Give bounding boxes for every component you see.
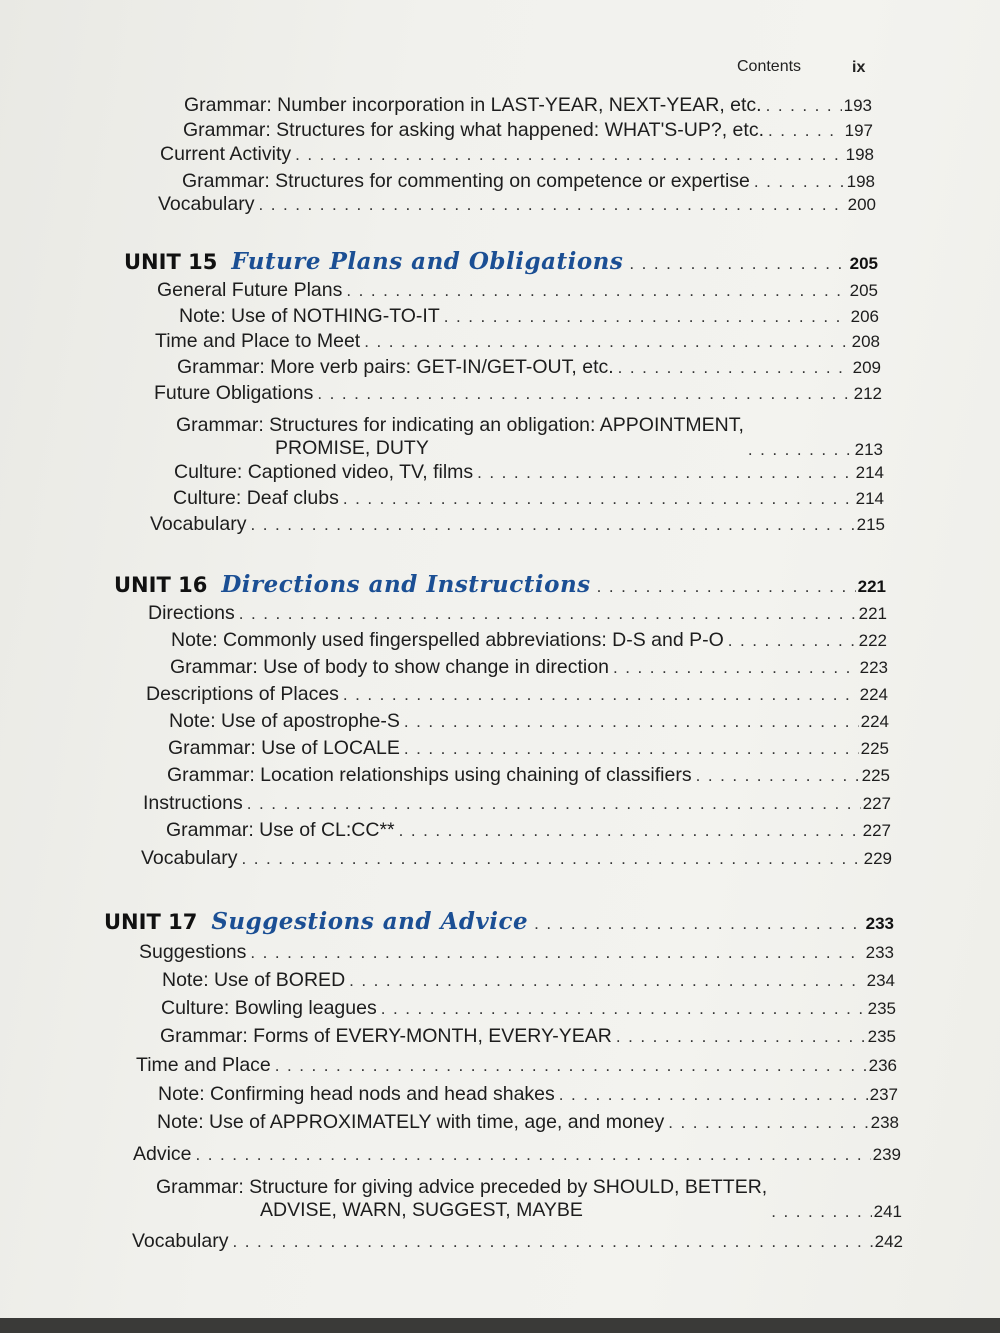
unit-title: Suggestions and Advice <box>211 908 529 935</box>
toc-entry: General Future Plans . . . 205 <box>157 279 878 303</box>
toc-page-number: 229 <box>863 849 892 868</box>
toc-page-number: 221 <box>858 604 887 623</box>
unit-page-number: 233 <box>865 914 894 933</box>
toc-entry: Grammar: Structures for indicating an obligation: APPOINTMENT, PROMISE, DUTY . . . 213 <box>176 408 883 460</box>
toc-entry: Note: Use of apostrophe-S . . . 224 <box>169 710 889 734</box>
toc-page-number: 239 <box>872 1145 901 1164</box>
toc-entry: Vocabulary . . . 242 <box>132 1230 903 1254</box>
toc-entry: Grammar: Forms of EVERY-MONTH, EVERY-YEAR . . . 235 <box>160 1025 896 1049</box>
toc-page-number: 197 <box>844 121 873 140</box>
toc-entry: Grammar: Number incorporation in LAST-YEAR, NEXT-YEAR, etc. . . . 193 <box>184 94 872 118</box>
toc-entry: Vocabulary . . . 200 <box>158 193 876 217</box>
toc-entry: Culture: Captioned video, TV, films . . . 214 <box>174 461 884 485</box>
toc-entry: Grammar: Use of LOCALE . . . 225 <box>168 737 889 761</box>
toc-page-number: 198 <box>845 145 874 164</box>
toc-entry: Grammar: Location relationships using chaining of classifiers . . . 225 <box>167 764 890 788</box>
toc-entry: Future Obligations . . . 212 <box>154 382 882 406</box>
toc-page-number: 214 <box>855 489 884 508</box>
toc-page-number: 222 <box>858 631 887 650</box>
toc-page-number: 227 <box>862 794 891 813</box>
toc-page-number: 213 <box>854 440 883 459</box>
toc-entry: Note: Confirming head nods and head shakes . . . 237 <box>158 1083 898 1107</box>
toc-entry: Grammar: Structure for giving advice preceded by SHOULD, BETTER, ADVISE, WARN, SUGGEST, MAYBE . . . 241 <box>156 1170 902 1222</box>
toc-page-number: 225 <box>860 739 889 758</box>
toc-page-number: 235 <box>867 999 896 1018</box>
toc-page-number: 234 <box>866 971 895 990</box>
toc-entry: Directions . . . 221 <box>148 602 887 626</box>
table-surface <box>0 1318 1000 1333</box>
unit-number: UNIT 15 <box>124 250 218 274</box>
toc-page-number: 200 <box>847 195 876 214</box>
toc-entry: Grammar: Use of body to show change in direction . . . 223 <box>170 656 888 680</box>
toc-page-number: 241 <box>873 1202 902 1221</box>
toc-page-number: 238 <box>870 1113 899 1132</box>
toc-entry: Vocabulary . . . 229 <box>141 847 892 871</box>
toc-entry: Culture: Bowling leagues . . . 235 <box>161 997 896 1021</box>
toc-page-number: 225 <box>861 766 890 785</box>
toc-page-number: 205 <box>849 281 878 300</box>
toc-page-number: 233 <box>865 943 894 962</box>
toc-entry: Grammar: Structures for commenting on competence or expertise . . . 198 <box>182 170 875 194</box>
toc-entry: Note: Use of NOTHING-TO-IT . . . 206 <box>179 305 879 329</box>
toc-page-number: 193 <box>843 96 872 115</box>
toc-entry: Grammar: More verb pairs: GET-IN/GET-OUT, etc. . . . 209 <box>177 356 881 380</box>
toc-page-number: 206 <box>850 307 879 326</box>
unit-heading <box>104 908 894 938</box>
toc-entry: Current Activity . . . 198 <box>160 143 874 167</box>
toc-entry: Grammar: Structures for asking what happened: WHAT'S-UP?, etc. . . . 197 <box>183 119 873 143</box>
unit-number: UNIT 17 <box>104 910 198 934</box>
unit-title: Future Plans and Obligations <box>231 248 624 275</box>
toc-entry: Vocabulary . . . 215 <box>150 513 885 537</box>
toc-page-number: 212 <box>853 384 882 403</box>
toc-entry: Note: Use of BORED . . . 234 <box>162 969 895 993</box>
toc-page-number: 208 <box>851 332 880 351</box>
toc-entry: Culture: Deaf clubs . . . 214 <box>173 487 884 511</box>
toc-page-number: 209 <box>852 358 881 377</box>
toc-page-number: 214 <box>855 463 884 482</box>
unit-page-number: 221 <box>857 577 886 596</box>
toc-entry: Grammar: Use of CL:CC** . . . 227 <box>166 819 891 843</box>
toc-page-number: 227 <box>862 821 891 840</box>
toc-page-number: 235 <box>867 1027 896 1046</box>
toc-page-number: 224 <box>860 712 889 731</box>
toc-entry: Note: Commonly used fingerspelled abbreviations: D-S and P-O . . . 222 <box>171 629 887 653</box>
toc-page-number: 223 <box>859 658 888 677</box>
toc-page-number: 237 <box>869 1085 898 1104</box>
running-head-label: Contents <box>737 58 802 75</box>
running-head-page-number: ix <box>852 59 866 76</box>
unit-title: Directions and Instructions <box>221 571 591 598</box>
toc-entry: Time and Place to Meet . . . 208 <box>155 330 880 354</box>
toc-entry: Suggestions . . . 233 <box>139 941 894 965</box>
toc-page-number: 198 <box>846 172 875 191</box>
unit-page-number: 205 <box>849 254 878 273</box>
running-head <box>737 58 866 76</box>
toc-entry: Instructions . . . 227 <box>143 792 891 816</box>
toc-page-number: 215 <box>856 515 885 534</box>
toc-entry: Note: Use of APPROXIMATELY with time, age, and money . . . 238 <box>157 1111 899 1135</box>
toc-entry: Time and Place . . . 236 <box>136 1054 897 1078</box>
toc-page-number: 224 <box>859 685 888 704</box>
unit-heading <box>114 571 886 601</box>
unit-heading <box>124 248 878 278</box>
toc-entry: Descriptions of Places . . . 224 <box>146 683 888 707</box>
toc-page-number: 236 <box>868 1056 897 1075</box>
unit-number: UNIT 16 <box>114 573 208 597</box>
toc-entry: Advice . . . 239 <box>133 1143 901 1167</box>
toc-page-number: 242 <box>874 1232 903 1251</box>
